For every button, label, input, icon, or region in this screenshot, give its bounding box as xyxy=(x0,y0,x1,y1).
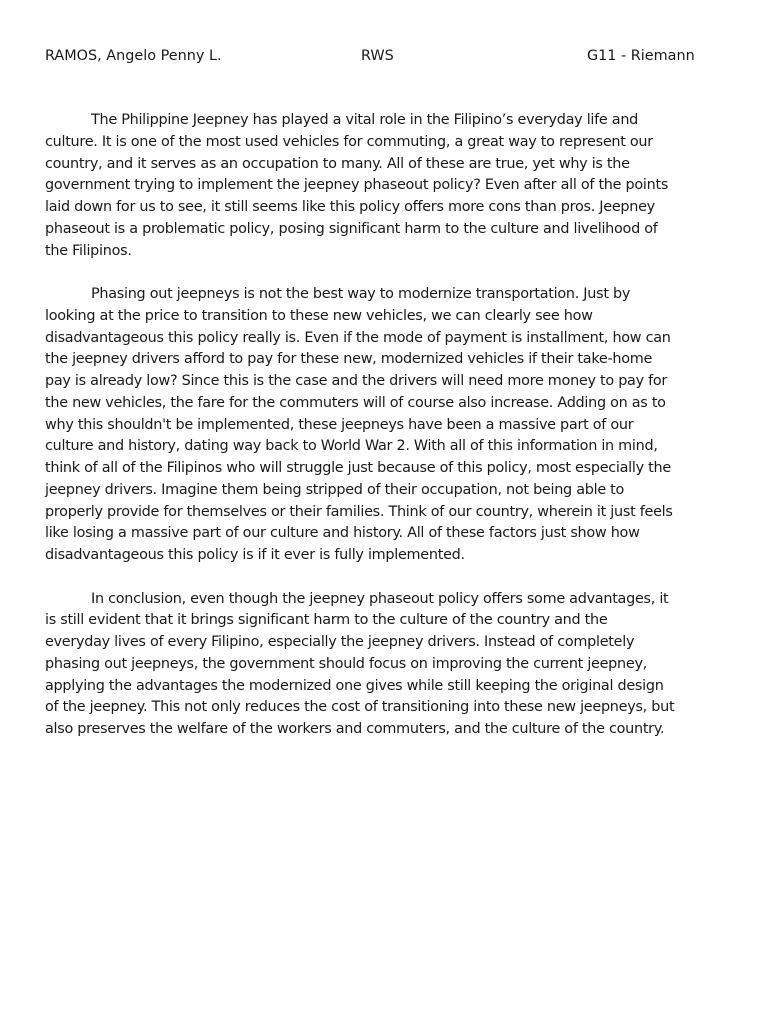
paragraph-line: laid down for us to see, it still seems like this policy offers more cons than pros. Jeepney xyxy=(45,199,655,215)
paragraph-line: the Filipinos. xyxy=(45,242,132,259)
student-name: RAMOS, Angelo Penny L. xyxy=(45,48,222,64)
paragraph-line: everyday lives of every Filipino, especially the jeepney drivers. Instead of completely xyxy=(45,634,635,650)
paragraph-line: pay is already low? Since this is the case and the drivers will need more money to pay for xyxy=(45,373,668,389)
paragraph-line: why this shouldn't be implemented, these jeepneys have been a massive part of our xyxy=(45,416,634,433)
paragraph-line: The Philippine Jeepney has played a vital role in the Filipino’s everyday life and xyxy=(91,112,639,128)
paragraph-line: of the jeepney. This not only reduces the cost of transitioning into these new jeepneys, but xyxy=(45,699,675,716)
paragraph-line: the jeepney drivers afford to pay for these new, modernized vehicles if their take-home xyxy=(45,351,653,368)
paragraph-line: culture and history, dating way back to World War 2. With all of this information in mind, xyxy=(45,438,658,455)
course-name: RWS xyxy=(361,48,394,64)
paragraph-line: applying the advantages the modernized one gives while still keeping the original design xyxy=(45,677,664,694)
essay-paragraph xyxy=(45,589,735,741)
paragraph-line: is still evident that it brings significant harm to the culture of the country and the xyxy=(45,612,608,629)
paragraph-line: looking at the price to transition to these new vehicles, we can clearly see how xyxy=(45,307,593,324)
paragraph-line: properly provide for themselves or their families. Think of our country, wherein it just feels xyxy=(45,503,673,520)
paragraph-line: jeepney drivers. Imagine them being stripped of their occupation, not being able to xyxy=(45,481,625,498)
essay-paragraph xyxy=(45,284,735,567)
section-name: G11 - Riemann xyxy=(587,48,695,64)
paragraph-line: also preserves the welfare of the workers and commuters, and the culture of the country. xyxy=(45,721,665,737)
paragraph-line: disadvantageous this policy is if it ever is fully implemented. xyxy=(45,547,465,563)
essay-body xyxy=(45,110,735,763)
paragraph-line: like losing a massive part of our culture and history. All of these factors just show how xyxy=(45,525,640,542)
paragraph-line: the new vehicles, the fare for the commuters will of course also increase. Adding on as to xyxy=(45,394,666,411)
paragraph-line: think of all of the Filipinos who will struggle just because of this policy, most especially the xyxy=(45,460,671,476)
paragraph-line: Phasing out jeepneys is not the best way to modernize transportation. Just by xyxy=(91,286,631,302)
essay-paragraph xyxy=(45,110,735,262)
paragraph-line: government trying to implement the jeepney phaseout policy? Even after all of the points xyxy=(45,177,669,194)
paragraph-line: culture. It is one of the most used vehicles for commuting, a great way to represent our xyxy=(45,133,653,150)
document-header xyxy=(0,46,768,68)
paragraph-line: phasing out jeepneys, the government should focus on improving the current jeepney, xyxy=(45,655,647,672)
paragraph-line: In conclusion, even though the jeepney phaseout policy offers some advantages, it xyxy=(91,590,669,607)
paragraph-line: country, and it serves as an occupation to many. All of these are true, yet why is the xyxy=(45,155,630,172)
paragraph-line: disadvantageous this policy really is. Even if the mode of payment is installment, how can xyxy=(45,329,671,346)
paragraph-line: phaseout is a problematic policy, posing significant harm to the culture and livelihood of xyxy=(45,220,658,237)
